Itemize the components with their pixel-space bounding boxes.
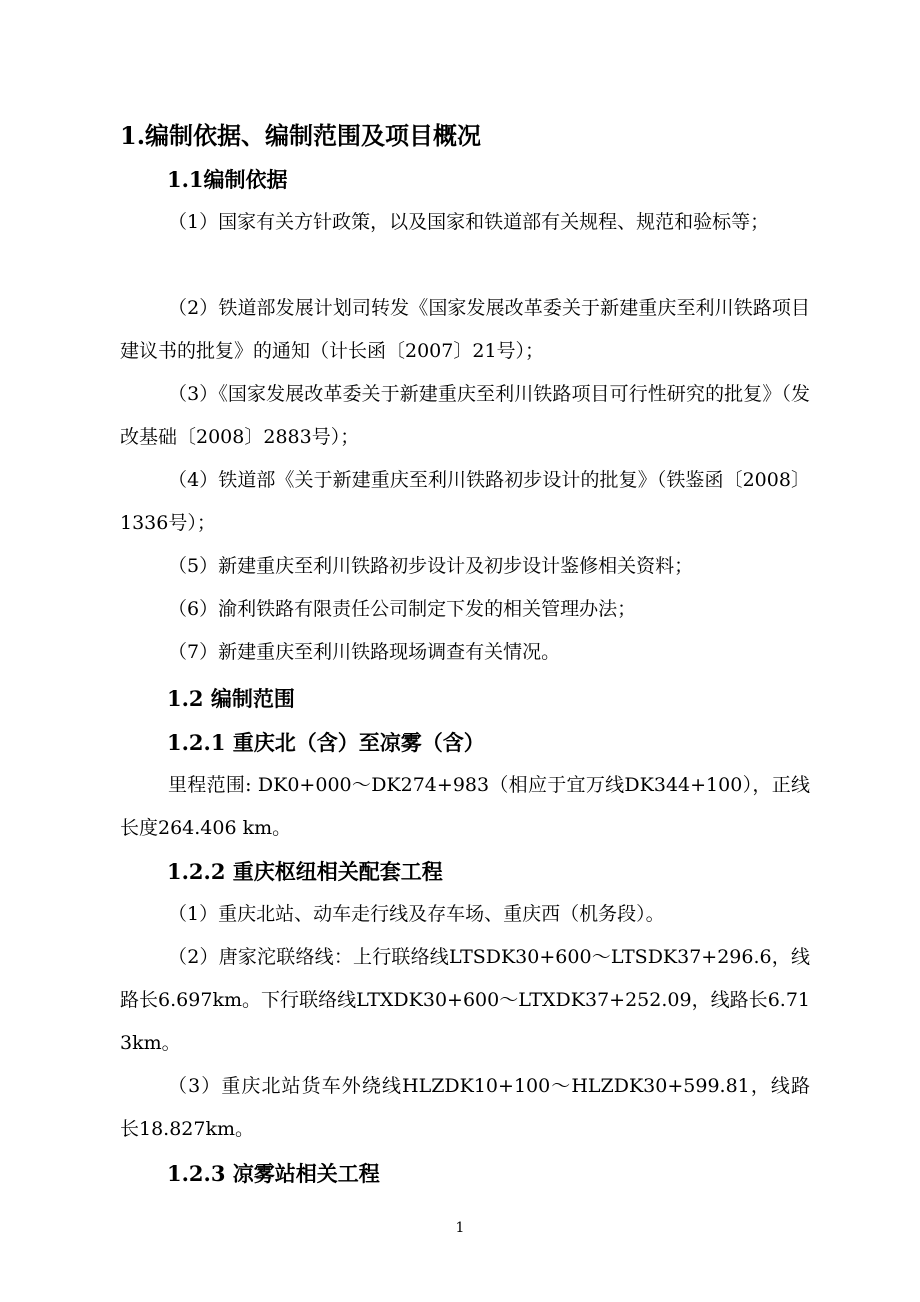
basis-item-6: （6）渝利铁路有限责任公司制定下发的相关管理办法； — [168, 598, 637, 620]
basis-item-7: （7）新建重庆至利川铁路现场调查有关情况。 — [168, 641, 561, 663]
chapter-heading: 1.编制依据、编制范围及项目概况 — [120, 121, 482, 150]
basis-item-2: （2）铁道部发展计划司转发《国家发展改革委关于新建重庆至利川铁路项目建议书的批复》的通知（计长函〔2007〕21号）； — [120, 297, 810, 362]
mileage-range-text: 里程范围: DK0+000～DK274+983（相应于宜万线DK344+100），正线长度264.406 km。 — [120, 774, 810, 839]
subsection-heading-1-2-1: 1.2.1 重庆北（含）至凉雾（含） — [167, 730, 485, 755]
basis-item-4: （4）铁道部《关于新建重庆至利川铁路初步设计的批复》（铁鉴函〔2008〕1336号）； — [120, 469, 810, 534]
hub-item-1: （1）重庆北站、动车走行线及存车场、重庆西（机务段）。 — [168, 903, 665, 925]
section-heading-1-2: 1.2 编制范围 — [167, 686, 295, 711]
basis-item-1: （1）国家有关方针政策，以及国家和铁道部有关规程、规范和验标等； — [168, 211, 770, 233]
page-number: 1 — [455, 1220, 465, 1236]
subsection-heading-1-2-3: 1.2.3 凉雾站相关工程 — [167, 1161, 380, 1186]
hub-item-3: （3）重庆北站货车外绕线HLZDK10+100～HLZDK30+599.81，线路长18.827km。 — [120, 1075, 810, 1140]
subsection-heading-1-2-2: 1.2.2 重庆枢纽相关配套工程 — [167, 859, 443, 884]
basis-item-5: （5）新建重庆至利川铁路初步设计及初步设计鉴修相关资料； — [168, 555, 694, 577]
section-heading-1-1: 1.1编制依据 — [167, 167, 288, 192]
basis-item-3: （3）《国家发展改革委关于新建重庆至利川铁路项目可行性研究的批复》（发改基础〔2008〕2883号）； — [120, 383, 810, 448]
hub-item-2: （2）唐家沱联络线：上行联络线LTSDK30+600～LTSDK37+296.6，线路长6.697km。下行联络线LTXDK30+600～LTXDK37+252.09，线路长6.713km。 — [120, 946, 810, 1054]
